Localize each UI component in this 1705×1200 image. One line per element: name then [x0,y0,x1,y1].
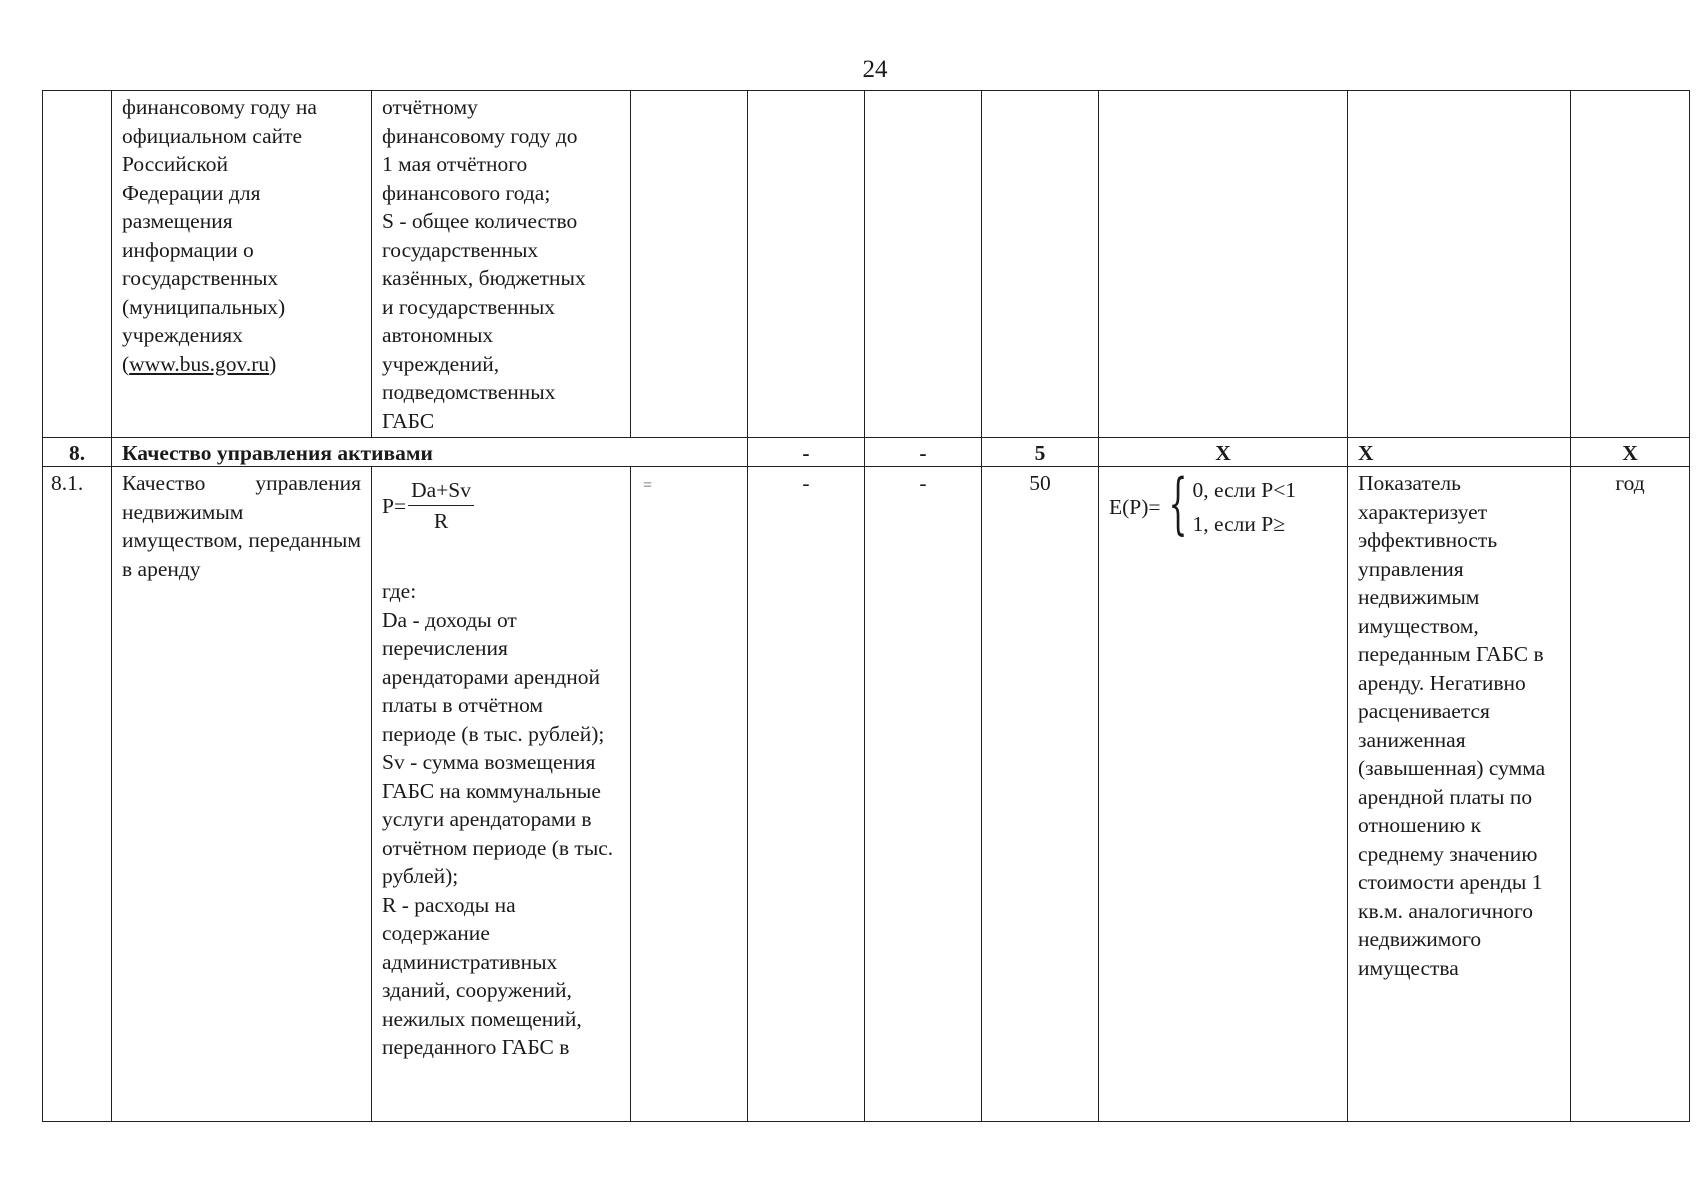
text-line: государственных [122,266,279,290]
text-line: подведомственных [382,380,556,404]
cell-formula [372,467,631,1122]
cell-period: X [1571,438,1690,467]
text-line: финансовому году на [122,95,317,119]
cell-evaluation [1099,467,1348,1122]
formula-fraction [408,477,474,536]
text-line: Российской [122,152,228,176]
evaluation-case-2: 1, если P≥ [1192,512,1286,536]
text-line: Федерации для [122,180,261,205]
table-row-8-1 [43,467,1690,1122]
text-line: отчётному [382,95,478,119]
cell-col5: - [748,438,865,467]
definition-sv: Sv - сумма возмещения ГАБС на коммунальные услуги арендаторами в отчётном периоде (в тыс. рублей); [382,750,614,888]
cell-indicator-name [112,91,372,438]
text-line: казённых, бюджетных [382,266,586,290]
text-line: и государственных [382,294,556,319]
page-number: 24 [862,56,888,83]
website-url: www.bus.gov.ru [129,351,270,376]
text-line: учреждениях [122,323,243,347]
cell-number [43,91,112,438]
text-line: ГАБС [382,408,435,433]
cell-col6: - [865,467,982,1122]
cell-comment: Показатель характеризует эффективность управления недвижимым имуществом, переданным ГАБС в аренду. Негативно расценивается заниженная (завышенная) сумма арендной платы по отношению к среднему значению стоимости аренды 1 кв.м. аналогичного недвижимого имущества [1348,467,1571,1122]
cell-col4 [631,91,748,438]
cell-comment: X [1348,438,1571,467]
evaluation-formula [1109,466,1337,542]
cell-period: год [1571,467,1690,1122]
col4-mark: = [643,477,653,494]
curly-brace-icon: { [1168,466,1187,542]
text-line: учреждений, [382,351,500,376]
cell-col7: 50 [982,467,1099,1122]
text-line: информации о [122,237,254,262]
definition-r: R - расходы на содержание административных зданий, сооружений, нежилых помещений, переданного ГАБС в [382,892,582,1059]
text-line: официальном сайте [122,123,303,148]
cell-evaluation: X [1099,438,1348,467]
text-line: (муниципальных) [122,294,286,319]
formula-lhs: P= [382,493,407,518]
cell-period [1571,91,1690,438]
section-title: Качество управления активами [112,438,748,467]
formula-denominator: R [433,508,449,533]
text-line: 1 мая отчётного [382,152,528,176]
website-link: (www.bus.gov.ru) [122,351,277,376]
table-row-continuation [43,91,1690,438]
cell-col4 [631,467,748,1122]
cell-col7: 5 [982,438,1099,467]
table-row-section-8 [43,438,1690,467]
where-label: где: [382,579,417,603]
text-line: размещения [122,209,233,233]
cell-comment [1348,91,1571,438]
text-line: S - общее количество [382,209,578,233]
evaluation-cases [1193,473,1297,541]
cell-col6: - [865,438,982,467]
cell-number: 8. [43,438,112,467]
evaluation-label: E(P)= [1109,494,1161,519]
text-line: финансовому году до [382,123,578,148]
cell-col5: - [748,467,865,1122]
cell-col7 [982,91,1099,438]
text-line: автономных [382,323,494,347]
text-line: финансового года; [382,180,551,205]
cell-indicator-name: Качество управления недвижимым имуществом, переданным в аренду [112,467,372,1122]
formula-numerator: Da+Sv [408,477,474,506]
cell-evaluation [1099,91,1348,438]
criteria-table [42,90,1690,1122]
definition-da: Da - доходы от перечисления арендаторами арендной платы в отчётном периоде (в тыс. рублей); [382,607,605,746]
cell-formula [372,91,631,438]
text-line: государственных [382,237,539,262]
cell-col5 [748,91,865,438]
cell-number: 8.1. [43,467,112,1122]
cell-col6 [865,91,982,438]
formula-p [382,471,620,541]
evaluation-case-1: 0, если P<1 [1192,478,1297,502]
